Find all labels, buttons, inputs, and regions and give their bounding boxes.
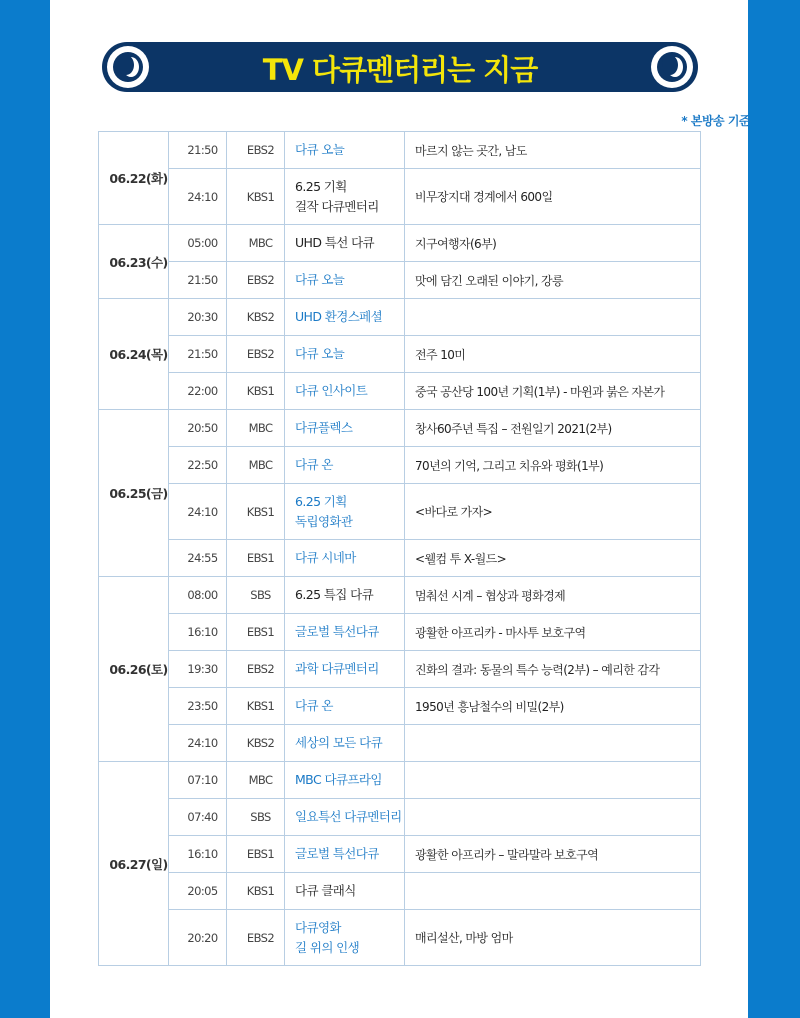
air-time: 24:10 — [169, 725, 227, 762]
episode-title: 70년의 기억, 그리고 치유와 평화(1부) — [405, 447, 701, 484]
program-title-line: 다큐 클래식 — [295, 883, 356, 898]
air-date: 06.27(일) — [99, 762, 169, 966]
program-title-line: 다큐영화 — [295, 919, 341, 935]
program-title — [285, 873, 405, 910]
program-title-line: 다큐 인사이트 — [295, 383, 368, 398]
schedule-row — [99, 577, 701, 614]
schedule-row — [99, 169, 701, 225]
air-time: 16:10 — [169, 614, 227, 651]
air-time: 08:00 — [169, 577, 227, 614]
program-title — [285, 262, 405, 299]
program-title — [285, 799, 405, 836]
channel: KBS2 — [227, 299, 285, 336]
program-title-line: 길 위의 인생 — [295, 939, 360, 955]
schedule-row — [99, 484, 701, 540]
schedule-row — [99, 225, 701, 262]
episode-title: 지구여행자(6부) — [405, 225, 701, 262]
program-title — [285, 725, 405, 762]
program-title-line: 다큐 온 — [295, 457, 333, 472]
episode-title: 매리설산, 마방 엄마 — [405, 910, 701, 966]
program-title — [285, 484, 405, 540]
program-title-line: 다큐 시네마 — [295, 550, 356, 565]
program-title — [285, 651, 405, 688]
program-title-line: UHD 특선 다큐 — [295, 235, 375, 250]
channel: KBS1 — [227, 373, 285, 410]
air-time: 24:55 — [169, 540, 227, 577]
air-time: 21:50 — [169, 132, 227, 169]
schedule-row — [99, 651, 701, 688]
episode-title — [405, 725, 701, 762]
program-title-line: 일요특선 다큐멘터리 — [295, 809, 402, 824]
episode-title — [405, 873, 701, 910]
air-time: 20:50 — [169, 410, 227, 447]
channel: KBS2 — [227, 725, 285, 762]
program-title — [285, 169, 405, 225]
schedule-row — [99, 836, 701, 873]
program-title-line: 6.25 기획 — [295, 178, 347, 194]
channel: SBS — [227, 577, 285, 614]
program-title-line: 다큐 오늘 — [295, 142, 345, 157]
program-title — [285, 410, 405, 447]
program-title-line: 6.25 특집 다큐 — [295, 587, 374, 602]
episode-title: 마르지 않는 곳간, 남도 — [405, 132, 701, 169]
program-title — [285, 540, 405, 577]
channel: MBC — [227, 225, 285, 262]
episode-title: 중국 공산당 100년 기획(1부) - 마윈과 붉은 자본가 — [405, 373, 701, 410]
episode-title: 진화의 결과: 동물의 특수 능력(2부) – 예리한 감각 — [405, 651, 701, 688]
schedule-row — [99, 132, 701, 169]
schedule-row — [99, 725, 701, 762]
program-title-line: 걸작 다큐멘터리 — [295, 198, 379, 214]
air-time: 20:20 — [169, 910, 227, 966]
schedule-row — [99, 799, 701, 836]
air-time: 16:10 — [169, 836, 227, 873]
episode-title: 1950년 흥남철수의 비밀(2부) — [405, 688, 701, 725]
air-time: 20:05 — [169, 873, 227, 910]
channel: MBC — [227, 447, 285, 484]
air-time: 07:10 — [169, 762, 227, 799]
air-time: 05:00 — [169, 225, 227, 262]
program-title-line: 독립영화관 — [295, 513, 353, 529]
program-title-line: 다큐플렉스 — [295, 420, 353, 435]
channel: EBS1 — [227, 540, 285, 577]
program-title — [285, 614, 405, 651]
program-title-line: 글로벌 특선다큐 — [295, 624, 379, 639]
moon-icon — [651, 46, 693, 88]
air-date: 06.22(화) — [99, 132, 169, 225]
episode-title: 광활한 아프리카 – 말라말라 보호구역 — [405, 836, 701, 873]
program-title — [285, 225, 405, 262]
program-title — [285, 688, 405, 725]
schedule-row — [99, 336, 701, 373]
channel: KBS1 — [227, 484, 285, 540]
page-title: TV 다큐멘터리는 지금 — [262, 53, 538, 87]
channel: KBS1 — [227, 688, 285, 725]
episode-title: 전주 10미 — [405, 336, 701, 373]
program-title-line: 6.25 기획 — [295, 493, 347, 509]
program-title-line: MBC 다큐프라임 — [295, 772, 382, 787]
schedule-row — [99, 373, 701, 410]
program-title-line: 다큐 오늘 — [295, 346, 345, 361]
schedule-row — [99, 262, 701, 299]
episode-title: 맛에 담긴 오래된 이야기, 강릉 — [405, 262, 701, 299]
schedule-row — [99, 540, 701, 577]
schedule-row — [99, 299, 701, 336]
program-title-line: 다큐 오늘 — [295, 272, 345, 287]
episode-title: <바다로 가자> — [405, 484, 701, 540]
program-title-line: UHD 환경스페셜 — [295, 309, 383, 324]
air-time: 22:50 — [169, 447, 227, 484]
schedule-row — [99, 614, 701, 651]
episode-title — [405, 799, 701, 836]
air-date: 06.23(수) — [99, 225, 169, 299]
air-time: 24:10 — [169, 484, 227, 540]
channel: MBC — [227, 762, 285, 799]
schedule-row — [99, 447, 701, 484]
episode-title — [405, 299, 701, 336]
channel: EBS2 — [227, 262, 285, 299]
schedule-row — [99, 873, 701, 910]
channel: EBS1 — [227, 614, 285, 651]
program-title-line: 과학 다큐멘터리 — [295, 661, 379, 676]
program-title-line: 다큐 온 — [295, 698, 333, 713]
channel: EBS2 — [227, 132, 285, 169]
air-time: 22:00 — [169, 373, 227, 410]
program-title — [285, 336, 405, 373]
air-date: 06.26(토) — [99, 577, 169, 762]
air-time: 21:50 — [169, 336, 227, 373]
channel: EBS2 — [227, 651, 285, 688]
schedule-row — [99, 410, 701, 447]
title-banner — [102, 42, 698, 92]
channel: SBS — [227, 799, 285, 836]
schedule-table — [98, 131, 701, 966]
schedule-row — [99, 688, 701, 725]
program-title — [285, 836, 405, 873]
channel: KBS1 — [227, 169, 285, 225]
program-title — [285, 447, 405, 484]
episode-title — [405, 762, 701, 799]
program-title — [285, 910, 405, 966]
program-title — [285, 299, 405, 336]
episode-title: <웰컴 투 X-월드> — [405, 540, 701, 577]
episode-title: 비무장지대 경계에서 600일 — [405, 169, 701, 225]
program-title — [285, 132, 405, 169]
program-title-line: 글로벌 특선다큐 — [295, 846, 379, 861]
air-time: 24:10 — [169, 169, 227, 225]
air-time: 07:40 — [169, 799, 227, 836]
program-title — [285, 577, 405, 614]
air-date: 06.24(목) — [99, 299, 169, 410]
episode-title: 광활한 아프리카 - 마사투 보호구역 — [405, 614, 701, 651]
program-title — [285, 373, 405, 410]
channel: MBC — [227, 410, 285, 447]
air-time: 23:50 — [169, 688, 227, 725]
schedule-row — [99, 762, 701, 799]
channel: EBS1 — [227, 836, 285, 873]
program-title — [285, 762, 405, 799]
air-time: 20:30 — [169, 299, 227, 336]
channel: EBS2 — [227, 910, 285, 966]
broadcast-note: * 본방송 기준 — [681, 114, 750, 128]
program-title-line: 세상의 모든 다큐 — [295, 735, 383, 750]
air-time: 21:50 — [169, 262, 227, 299]
air-time: 19:30 — [169, 651, 227, 688]
channel: KBS1 — [227, 873, 285, 910]
air-date: 06.25(금) — [99, 410, 169, 577]
episode-title: 멈춰선 시계 – 협상과 평화경제 — [405, 577, 701, 614]
episode-title: 창사60주년 특집 – 전원일기 2021(2부) — [405, 410, 701, 447]
schedule-row — [99, 910, 701, 966]
channel: EBS2 — [227, 336, 285, 373]
